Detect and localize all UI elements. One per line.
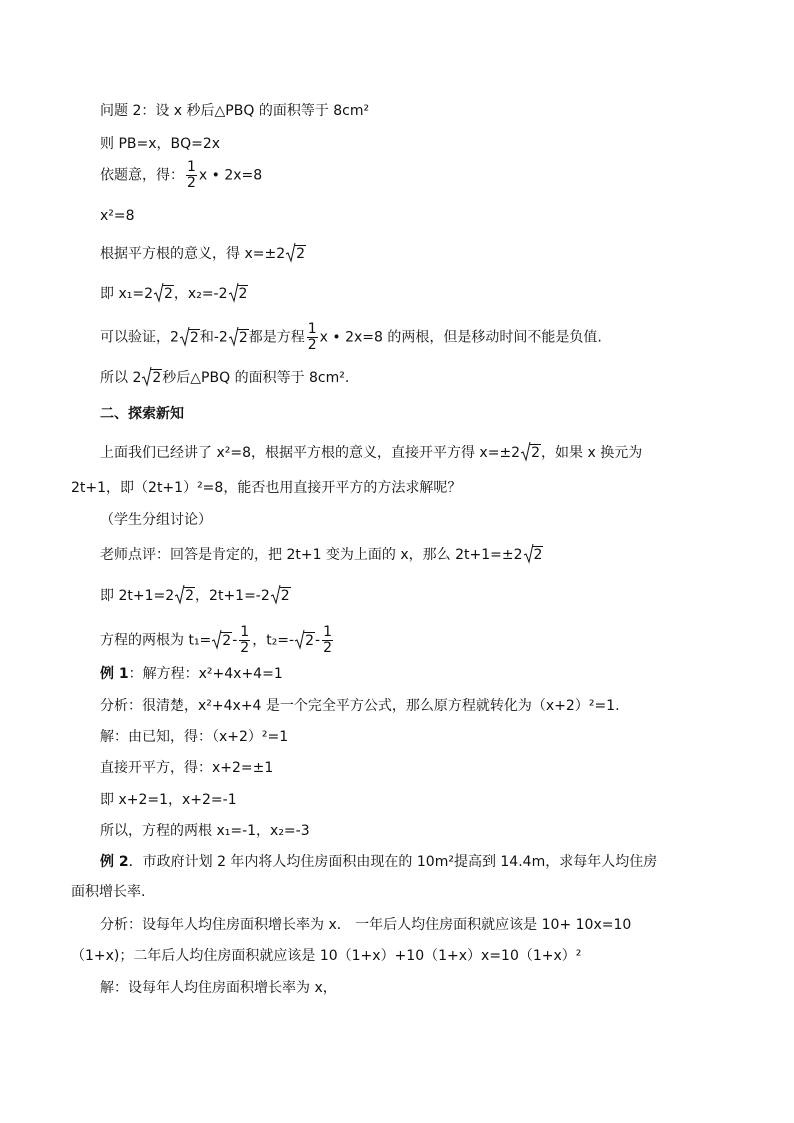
sqrt-radicand: 2 [296, 246, 306, 262]
text: 和-2 [199, 329, 228, 346]
sqrt-radicand: 2 [152, 370, 162, 386]
text: 即 2t+1=2 [100, 588, 175, 604]
solution2-line: 解：设每年人均住房面积增长率为 x， [100, 980, 337, 996]
text: ，x₂=-2 [173, 286, 228, 302]
sqrt-radicand: 2 [531, 445, 541, 461]
fraction-half [307, 322, 318, 353]
sqrt-radicand: 2 [164, 286, 173, 302]
t-equations-line [100, 586, 291, 606]
explore-line-1 [100, 443, 642, 463]
sqrt-radicand: 2 [533, 547, 543, 563]
sqrt-radicand: 2 [238, 286, 248, 302]
text: 都是方程 [248, 329, 305, 346]
text: - [232, 632, 238, 649]
frac-denominator: 2 [240, 640, 250, 656]
frac-denominator: 2 [307, 337, 317, 353]
sqrt-symbol [229, 328, 249, 348]
analysis2-line-1: 分析：设每年人均住房面积增长率为 x． 一年后人均住房面积就应该是 10+ 10x=10 [100, 917, 632, 933]
text: x • 2x=8 [198, 167, 263, 184]
sqrt-symbol [154, 284, 174, 304]
sqrt-symbol [142, 368, 162, 388]
sqrt-step-line: 直接开平方，得：x+2=±1 [100, 760, 274, 776]
frac-numerator: 1 [187, 159, 196, 175]
roots-line [100, 284, 248, 304]
sqrt-symbol [286, 244, 306, 264]
fraction-half [186, 160, 197, 191]
sqrt-radicand: 2 [189, 329, 199, 346]
sqrt-symbol [271, 586, 291, 606]
frac-numerator: 1 [240, 624, 250, 640]
example1-roots-line: 所以，方程的两根 x₁=-1，x₂=-3 [100, 823, 310, 839]
text: 可以验证，2 [100, 329, 179, 346]
text: 上面我们已经讲了 x²=8，根据平方根的意义，直接开平方得 x=±2 [100, 445, 521, 461]
group-discussion-line: （学生分组讨论） [100, 512, 212, 528]
text: 即 x₁=2 [100, 286, 153, 302]
fraction-half [239, 625, 250, 656]
text: ，2t+1=-2 [195, 588, 270, 604]
x-squared-line: x²=8 [100, 208, 135, 224]
solution1-line: 解：由已知，得：（x+2）²=1 [100, 729, 289, 745]
t-roots-line [100, 625, 335, 656]
frac-denominator: 2 [187, 175, 196, 191]
teacher-comment-line [100, 545, 543, 565]
sqrt-symbol [295, 631, 315, 651]
sqrt-symbol [212, 631, 232, 651]
text: ．市政府计划 2 年内将人均住房面积由现在的 10m²提高到 14.4m，求每年人均住房 [128, 854, 658, 870]
analysis2-line-2: （1+x)；二年后人均住房面积就应该是 10（1+x）+10（1+x）x=10（1+x）² [71, 948, 582, 964]
explore-line-2: 2t+1，即（2t+1）²=8，能否也用直接开平方的方法求解呢？ [71, 480, 462, 496]
problem2-line: 问题 2：设 x 秒后△PBQ 的面积等于 8cm² [100, 103, 370, 119]
split-equations-line: 即 x+2=1，x+2=-1 [100, 792, 237, 808]
sqrt-radicand: 2 [305, 632, 315, 649]
text: - [315, 632, 321, 649]
sqrt-symbol [524, 545, 544, 565]
frac-numerator: 1 [307, 321, 317, 337]
example2-label: 例 2 [100, 854, 129, 870]
text: 所以 2 [100, 370, 142, 386]
text: x • 2x=8 的两根，但是移动时间不能是负值. [319, 329, 602, 346]
example2-line-2: 面积增长率. [71, 884, 146, 900]
text: ，t₂=- [252, 632, 295, 649]
sqrt-symbol [175, 586, 195, 606]
example1-line [100, 664, 283, 684]
text: 根据平方根的意义，得 x=±2 [100, 246, 286, 262]
analysis1-line: 分析：很清楚，x²+4x+4 是一个完全平方公式，那么原方程就转化为（x+2）²=1. [100, 698, 620, 714]
equation-setup-line [100, 160, 262, 191]
text: 老师点评：回答是肯定的，把 2t+1 变为上面的 x，那么 2t+1=±2 [100, 547, 523, 563]
text: 方程的两根为 t₁= [100, 632, 212, 649]
sqrt-radicand: 2 [280, 588, 290, 604]
text: 依题意，得： [100, 167, 184, 184]
conclusion-line [100, 368, 349, 388]
fraction-half [322, 625, 333, 656]
text: ：解方程：x²+4x+4=1 [128, 666, 283, 682]
section-heading-explore: 二、探索新知 [100, 406, 184, 422]
frac-numerator: 1 [323, 624, 332, 640]
example1-label: 例 1 [100, 666, 129, 682]
sqrt-symbol [229, 284, 249, 304]
example2-line [100, 852, 657, 872]
sqrt-radicand: 2 [185, 588, 195, 604]
verify-line [100, 322, 602, 353]
pb-bq-line: 则 PB=x，BQ=2x [100, 136, 221, 152]
text: ，如果 x 换元为 [541, 445, 643, 461]
sqrt-symbol [521, 443, 541, 463]
text: 秒后△PBQ 的面积等于 8cm². [162, 370, 350, 386]
square-root-line [100, 244, 306, 264]
frac-denominator: 2 [323, 640, 332, 656]
sqrt-radicand: 2 [222, 632, 232, 649]
sqrt-radicand: 2 [238, 329, 248, 346]
sqrt-symbol [180, 328, 200, 348]
